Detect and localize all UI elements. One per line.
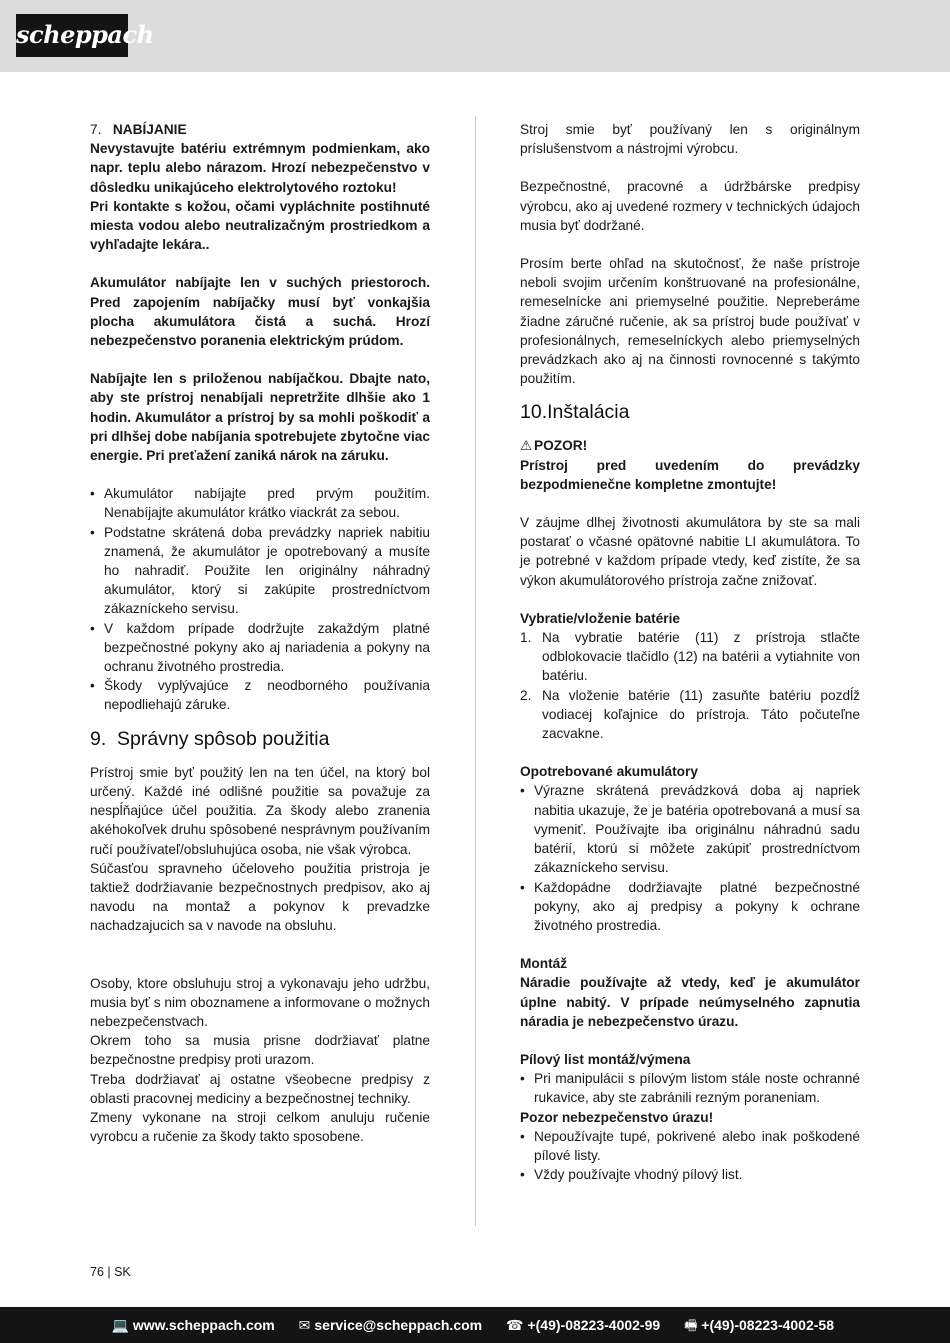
intended-use-paragraph-1: Prístroj smie byť použitý len na ten účel, na ktorý bol určený. Každé iné odlišné použitie sa považuje za nespĺňajúce účel použitia. Za škody alebo zranenia akéhokoľvek druhu spôsobené nesprávnym používaním ručí používateľ/obsluhujúca osoba, nie však výrobca. [90, 764, 430, 857]
section-10-heading: 10.Inštalácia [520, 401, 630, 424]
list-item: • Vždy používajte vhodný pílový list. [520, 1165, 860, 1184]
worn-batteries-bullets [520, 781, 860, 935]
right-column [520, 120, 860, 1184]
list-item: • Škody vyplývajúce z neodborného používania nepodliehajú záruke. [90, 676, 430, 714]
charging-warning-2: Pri kontakte s kožou, očami vypláchnite postihnuté miesta vodou alebo neutralizačným prostriedkom a vyhľadajte lekára.. [90, 198, 430, 253]
intended-use-paragraph-5: Treba dodržiavať aj ostatne všeobecne predpisy z oblasti pracovnej mediciny a bezpečnostnej techniky. [90, 1071, 430, 1106]
list-item: • Každopádne dodržiavajte platné bezpečnostné pokyny, ako aj predpisy a pokyny k ochrane životného prostredia. [520, 878, 860, 936]
list-item: • Výrazne skrátená prevádzková doba aj napriek nabitia ukazuje, že je batéria opotrebovaná a musí sa vymeniť. Používajte iba originálnu náhradnú sadu batérií, ktorú si môžete zakúpiť prostredníctvom zákazníckeho servisu. [520, 781, 860, 877]
intended-use-paragraph-4: Okrem toho sa musia prisne dodržiavať platne bezpečnostne predpisy proti urazom. [90, 1033, 430, 1068]
mail-icon: ✉ [298, 1317, 311, 1333]
charging-warning-4: Nabíjajte len s priloženou nabíjačkou. Dbajte nato, aby ste prístroj nenabíjali nepretržite dlhšie ako 1 hodin. Akumulátor a prístroj by sa mohli poškodiť a pri dlhšej dobe nabíjania spotrebujete zbytočne viac energie. Pri preťažení zaniká nárok na záruku. [90, 371, 430, 464]
list-item: • Pri manipulácii s pílovým listom stále noste ochranné rukavice, aby ste zabránili rezným poraneniam. [520, 1069, 860, 1107]
page-number: 76 | SK [90, 1265, 131, 1279]
footer-website[interactable]: 💻 www.scheppach.com [111, 1307, 274, 1343]
worn-batteries-heading: Opotrebované akumulátory [520, 764, 698, 780]
charging-warning-3: Akumulátor nabíjajte len v suchých priestoroch. Pred zapojením nabíjačky musí byť vonkajšia plocha akumulátora čistá a suchá. Hrozí nebezpečenstvo poranenia elektrickým prúdom. [90, 275, 430, 349]
header-bar [0, 0, 950, 72]
battery-steps [520, 628, 860, 743]
footer-phone: ☎ +(49)-08223-4002-99 [506, 1307, 660, 1343]
danger-bullets [520, 1127, 860, 1185]
warning-heading: ⚠ POZOR! [520, 436, 860, 455]
saw-blade-heading: Pílový list montáž/výmena [520, 1051, 691, 1067]
mounting-text: Náradie používajte až vtedy, keď je akumulátor úplne nabitý. V prípade neúmyselného zapnutia náradia je nebezpečenstvo úrazu. [520, 975, 860, 1029]
danger-heading: Pozor nebezpečenstvo úrazu! [520, 1109, 714, 1125]
intended-use-paragraph-6: Zmeny vykonane na stroji celkom anuluju ručenie vyrobcu a ručenie za škody takto sposobene. [90, 1109, 430, 1145]
list-item: • Podstatne skrátená doba prevádzky napriek nabitiu znamená, že akumulátor je opotrebovaný a musíte ho nahradiť. Použite len originálny náhradný akumulátor, ktorý si zakúpite prostredníctvom zákazníckeho servisu. [90, 523, 430, 619]
section-7-heading: 7. NABÍJANIE [90, 122, 187, 137]
list-item: • Akumulátor nabíjajte pred prvým použitím. Nenabíjajte akumulátor krátko viackrát za sebou. [90, 484, 430, 522]
fax-icon: 🖷 [684, 1317, 698, 1333]
phone-icon: ☎ [506, 1317, 524, 1333]
column-divider [475, 116, 476, 1226]
charging-bullets [90, 484, 430, 714]
footer-fax: 🖷 +(49)-08223-4002-58 [684, 1307, 834, 1343]
accessories-paragraph: Stroj smie byť používaný len s originálnym príslušenstvom a nástrojmi výrobcu. [520, 122, 860, 157]
mounting-heading: Montáž [520, 956, 568, 972]
list-item: 1. Na vybratie batérie (11) z prístroja stlačte odblokovacie tlačidlo (12) na batérii a vytiahnite von batériu. [520, 630, 860, 684]
list-item: • Nepoužívajte tupé, pokrivené alebo inak poškodené pílové listy. [520, 1127, 860, 1165]
regulations-paragraph: Bezpečnostné, pracovné a údržbárske predpisy výrobcu, ako aj uvedené rozmery v technických údajoch musia byť dodržané. [520, 179, 860, 233]
footer-bar [0, 1307, 950, 1343]
battery-heading: Vybratie/vloženie batérie [520, 610, 681, 626]
warning-triangle-icon: ⚠ [520, 438, 533, 454]
charging-warning-1: Nevystavujte batériu extrémnym podmienkam, ako napr. teplu alebo nárazom. Hrozí nebezpečenstvo v dôsledku unikajúceho elektrolytového roztoku! [90, 141, 430, 195]
battery-life-paragraph: V záujme dlhej životnosti akumulátora by ste sa mali postarať o včasné opätovné nabitie LI akumulátora. To je potrebné v každom prípade vtedy, keď zistíte, že sa výkon akumulátorového prístroja začne znižovať. [520, 515, 860, 588]
footer-email[interactable]: ✉ service@scheppach.com [299, 1307, 482, 1343]
list-item: • V každom prípade dodržujte zakaždým platné bezpečnostné pokyny ako aj nariadenia a pokyny na ochranu životného prostredia. [90, 619, 430, 677]
intended-use-paragraph-3: Osoby, ktore obsluhuju stroj a vykonavaju jeho udržbu, musia byť s nim oboznamene a informovane o možnych nebezpečenstvach. [90, 975, 430, 1029]
left-column [90, 120, 430, 1146]
computer-icon: 💻 [111, 1317, 129, 1333]
saw-blade-bullets [520, 1069, 860, 1107]
professional-use-paragraph: Prosím berte ohľad na skutočnosť, že naše prístroje neboli svojim určením konštruované na profesionálne, remeselnícke ani priemyselné použitie. Nepreberáme žiadne záručné ručenie, ak sa prístroj bude používať v profesionálnych, remeselníckych alebo priemyselných prevádzkach ako aj na činnosti rovnocenné s takýmto použitím. [520, 256, 860, 387]
list-item: 2. Na vloženie batérie (11) zasuňte batériu pozdĺž vodiacej koľajnice do prístroja. Táto počuteľne zacvakne. [520, 687, 860, 742]
scheppach-logo: scheppach [16, 14, 128, 57]
section-9-heading: 9. Správny spôsob použitia [90, 727, 330, 750]
intended-use-paragraph-2: Súčasťou spravneho účeloveho použitia pristroja je taktiež dodržiavanie bezpečnostnych predpisov, ako aj navodu na montaž a pokynov k prevadzke nachadzajucich sa v navode na obsluhu. [90, 860, 430, 934]
warning-text: Prístroj pred uvedením do prevádzky bezpodmienečne kompletne zmontujte! [520, 457, 860, 492]
